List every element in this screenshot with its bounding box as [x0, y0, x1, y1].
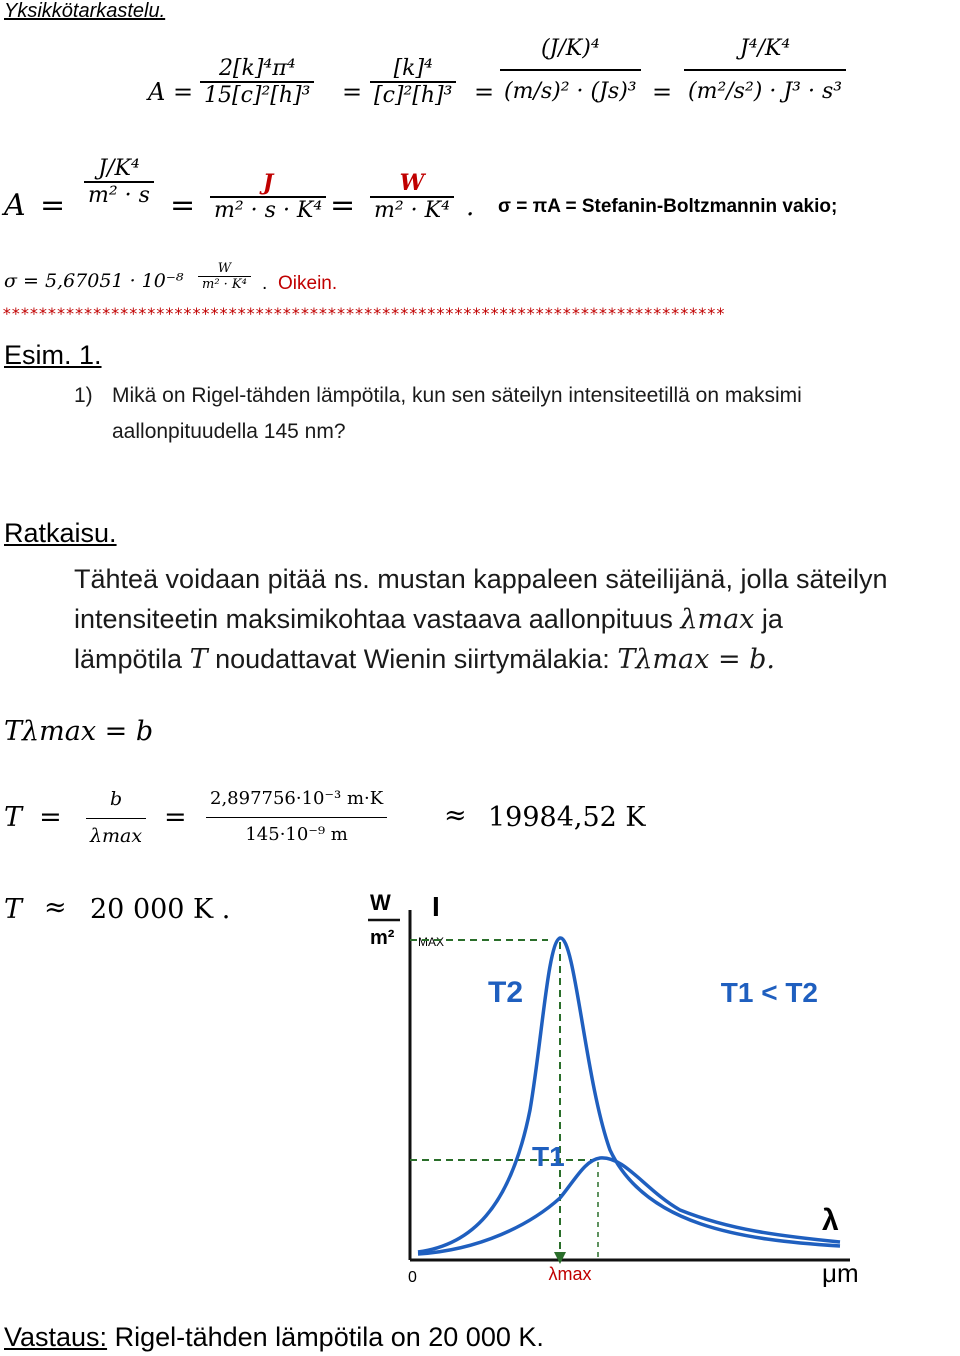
temperature-relation: T1 < T2	[720, 977, 818, 1008]
curve-T1-label: T1	[532, 1141, 565, 1172]
answer-text: Rigel-tähden lämpötila on 20 000 K.	[114, 1322, 544, 1352]
y-unit-numerator: W	[370, 890, 391, 915]
answer-label: Vastaus:	[4, 1322, 108, 1352]
A-symbol: A	[4, 188, 26, 223]
fraction-5-denominator: m² · s	[88, 183, 150, 208]
sigma-value: σ = 5,67051 · 10⁻⁸	[4, 270, 184, 292]
separator: ********************************************************************************	[2, 304, 725, 323]
x-axis-label: λ	[822, 1204, 839, 1237]
correct-note: Oikein.	[278, 273, 338, 294]
solution-line-1: Tähteä voidaan pitää ns. mustan kappaleen säteilijänä, jolla säteilyn	[74, 564, 888, 594]
sigma-unit-numerator: W	[217, 261, 232, 276]
fraction-7	[370, 170, 454, 223]
fraction-values-denominator: 145·10⁻⁹ m	[245, 824, 348, 845]
fraction-b-denominator: λmax	[90, 825, 143, 847]
sigma-unit	[198, 261, 251, 292]
example-heading: Esim. 1.	[4, 340, 102, 370]
question-line-2: aallonpituudella 145 nm?	[112, 420, 346, 443]
curve-T2-label: T2	[488, 976, 524, 1009]
fraction-6-numerator: J	[262, 170, 274, 196]
T-result: 19984,52 K	[488, 802, 646, 833]
fraction-3-numerator: (J/K)⁴	[540, 36, 600, 61]
lambda-max-arrow-icon	[554, 1252, 566, 1264]
fraction-1	[200, 56, 314, 108]
solution-line-3-mid: noudattavat Wienin siirtymälakia:	[215, 644, 610, 674]
equals-6: =	[330, 188, 356, 223]
approx-1: ≈	[444, 800, 467, 831]
period: .	[466, 192, 475, 222]
fraction-b-numerator: b	[109, 788, 123, 810]
fraction-2-numerator: [k]⁴	[393, 56, 433, 81]
fraction-values	[206, 788, 387, 845]
fraction-2	[370, 56, 456, 108]
fraction-4	[684, 36, 846, 104]
equals-4: =	[40, 188, 66, 223]
equals-1: =	[342, 78, 363, 106]
fraction-b-over-lambda	[86, 788, 146, 847]
solution-heading: Ratkaisu.	[4, 518, 117, 548]
fraction-7-numerator: W	[399, 170, 425, 196]
origin-label: 0	[408, 1269, 417, 1286]
y-max-label: MAX	[418, 935, 445, 949]
A-lhs: A =	[148, 78, 194, 106]
fraction-1-numerator: 2[k]⁴π⁴	[218, 56, 296, 81]
planck-curve-figure	[360, 880, 900, 1300]
solution-line-3-text: lämpötila	[74, 644, 183, 674]
temperature-symbol: T	[189, 644, 208, 675]
wien-law-inline: Tλmax = b.	[617, 644, 776, 675]
lambda-max-symbol: λmax	[680, 604, 755, 635]
final-T: T	[4, 894, 23, 925]
question-number: 1)	[74, 384, 93, 407]
fraction-2-denominator: [c]²[h]³	[374, 83, 453, 108]
fraction-1-denominator: 15[c]²[h]³	[204, 83, 311, 108]
solution-line-2-text: intensiteetin maksimikohtaa vastaava aallonpituus	[74, 604, 673, 634]
x-unit: μm	[822, 1258, 859, 1288]
page-title: Yksikkötarkastelu.	[4, 0, 166, 22]
equals-3: =	[652, 78, 673, 106]
question-line-1: Mikä on Rigel-tähden lämpötila, kun sen säteilyn intensiteetillä on maksimi	[112, 384, 802, 407]
fraction-6	[210, 170, 326, 223]
fraction-4-denominator: (m²/s²) · J³ · s³	[688, 79, 843, 104]
solution-line-3	[74, 638, 775, 681]
equals-5: =	[170, 188, 196, 223]
wien-law: Tλmax = b	[4, 716, 154, 747]
sigma-unit-denominator: m² · K⁴	[202, 277, 247, 292]
fraction-3-denominator: (m/s)² · (Js)³	[504, 79, 637, 104]
lambda-max-axis-label: λmax	[548, 1264, 592, 1284]
fraction-5-numerator: J/K⁴	[98, 156, 140, 181]
fraction-3	[500, 36, 641, 104]
fraction-5	[84, 156, 154, 208]
y-axis-label: I	[432, 891, 440, 922]
answer	[4, 1322, 544, 1353]
fraction-values-numerator: 2,897756·10⁻³ m·K	[210, 788, 384, 809]
fraction-7-denominator: m² · K⁴	[374, 198, 450, 223]
fraction-4-numerator: J⁴/K⁴	[739, 36, 791, 61]
equals-7: =	[164, 802, 187, 833]
y-unit-denominator: m²	[370, 927, 395, 949]
sigma-definition: σ = πA = Stefanin-Boltzmannin vakio;	[498, 196, 838, 217]
T-equals: T =	[4, 802, 62, 833]
solution-line-2-end: ja	[761, 604, 783, 634]
solution-line-2	[74, 598, 783, 641]
fraction-6-denominator: m² · s · K⁴	[214, 198, 323, 223]
sigma-period: .	[262, 273, 268, 294]
approx-2: ≈	[44, 892, 67, 923]
equals-2: =	[474, 78, 495, 106]
final-value: 20 000 K .	[90, 894, 231, 925]
